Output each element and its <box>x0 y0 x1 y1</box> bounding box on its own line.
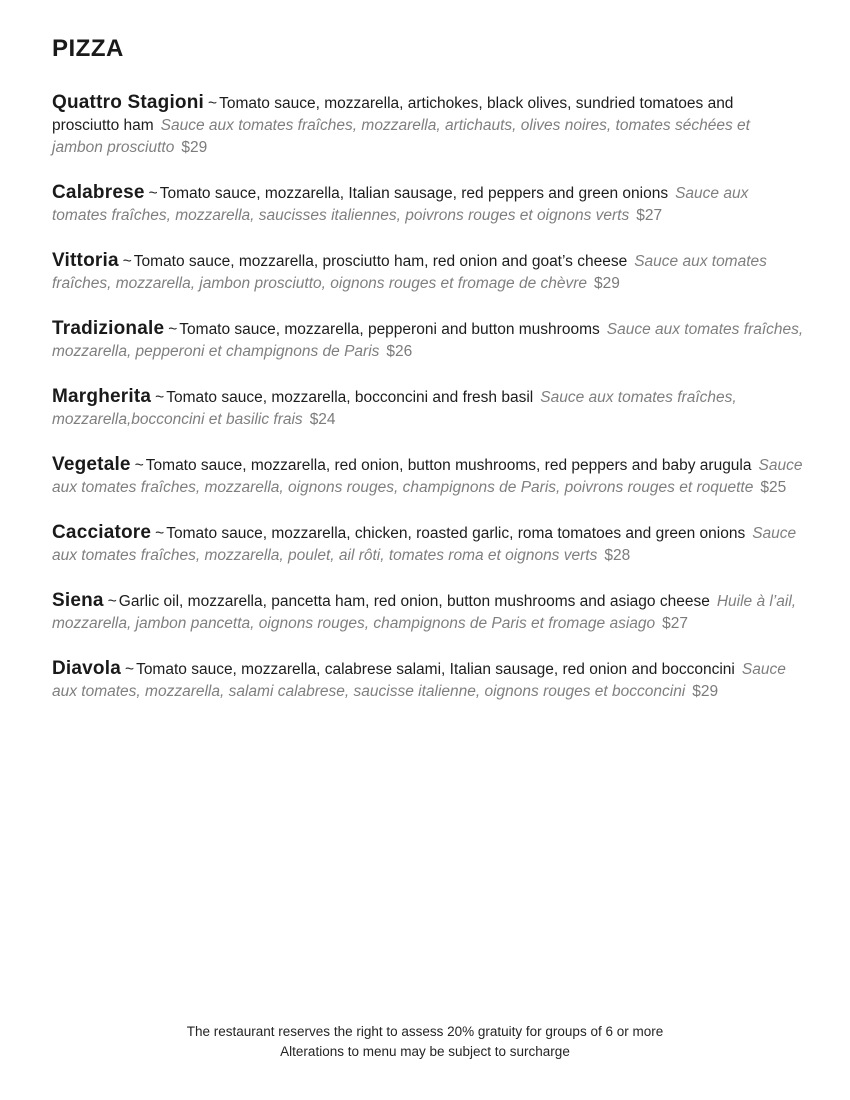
menu-item-price: $28 <box>604 547 631 564</box>
menu-item-tilde: ~ <box>107 593 117 610</box>
menu-item-name: Cacciatore <box>52 522 152 543</box>
menu-item-name: Siena <box>52 590 104 611</box>
menu-item-tilde: ~ <box>168 321 178 338</box>
menu-item <box>52 250 804 295</box>
menu-item-name: Quattro Stagioni <box>52 92 205 113</box>
menu-item-price: $29 <box>692 683 719 700</box>
menu-item <box>52 318 804 363</box>
menu-item-price: $27 <box>636 207 663 224</box>
menu-item-description-fr: Sauce aux tomates fraîches, mozzarella, oignons rouges, champignons de Paris, poivrons rouges et roquette <box>52 457 803 496</box>
menu-item-description-fr: Sauce aux tomates fraîches, mozzarella,bocconcini et basilic frais <box>52 389 737 428</box>
menu-item-list <box>52 92 804 703</box>
menu-item-description-en: Tomato sauce, mozzarella, chicken, roasted garlic, roma tomatoes and green onions <box>166 525 746 542</box>
menu-item-description-fr: Huile à l’ail, mozzarella, jambon pancetta, oignons rouges, champignons de Paris et fromage asiago <box>52 593 797 632</box>
menu-item-tilde: ~ <box>208 95 218 112</box>
menu-item-name: Margherita <box>52 386 152 407</box>
menu-item-description-fr: Sauce aux tomates fraîches, mozzarella, saucisses italiennes, poivrons rouges et oignons verts <box>52 185 749 224</box>
menu-item-tilde: ~ <box>125 661 135 678</box>
menu-item-description-en: Tomato sauce, mozzarella, prosciutto ham, red onion and goat’s cheese <box>133 253 628 270</box>
menu-item-price: $29 <box>594 275 620 292</box>
menu-item-description-en: Tomato sauce, mozzarella, calabrese salami, Italian sausage, red onion and bocconcini <box>136 661 735 678</box>
footer <box>0 1022 850 1062</box>
menu-item <box>52 522 804 567</box>
menu-item-tilde: ~ <box>155 525 165 542</box>
menu-item-description-fr: Sauce aux tomates fraîches, mozzarella, artichauts, olives noires, tomates séchées et jambon prosciutto <box>52 117 750 156</box>
footer-surcharge-notice: Alterations to menu may be subject to surcharge <box>280 1044 570 1059</box>
menu-item <box>52 454 804 499</box>
menu-item-description-fr: Sauce aux tomates fraîches, mozzarella, poulet, ail rôti, tomates roma et oignons verts <box>52 525 797 564</box>
menu-item <box>52 658 804 703</box>
menu-item <box>52 182 804 227</box>
menu-item-name: Diavola <box>52 658 121 679</box>
menu-item-description-en: Tomato sauce, mozzarella, red onion, button mushrooms, red peppers and baby arugula <box>145 457 752 474</box>
menu-item-description-fr: Sauce aux tomates, mozzarella, salami calabrese, saucisse italienne, oignons rouges et bocconcini <box>52 661 786 700</box>
menu-item-description-en: Tomato sauce, mozzarella, bocconcini and fresh basil <box>166 389 534 406</box>
menu-item-description-en: Garlic oil, mozzarella, pancetta ham, red onion, button mushrooms and asiago cheese <box>118 593 710 610</box>
menu-item-price: $26 <box>386 343 413 360</box>
menu-item-price: $29 <box>181 139 208 156</box>
menu-item-price: $24 <box>309 411 336 428</box>
menu-item-name: Vittoria <box>52 250 119 271</box>
menu-item-description-fr: Sauce aux tomates fraîches, mozzarella, pepperoni et champignons de Paris <box>52 321 804 360</box>
menu-item-name: Tradizionale <box>52 318 165 339</box>
page-title: PIZZA <box>52 35 124 62</box>
menu-item-price: $27 <box>662 615 689 632</box>
menu-item-description-fr: Sauce aux tomates fraîches, mozzarella, jambon prosciutto, oignons rouges et fromage de chèvre <box>52 253 767 292</box>
menu-item-price: $25 <box>760 479 787 496</box>
menu-item <box>52 386 804 431</box>
menu-item-description-en: Tomato sauce, mozzarella, Italian sausage, red peppers and green onions <box>159 185 669 202</box>
menu-item-tilde: ~ <box>122 253 132 270</box>
menu-item-description-en: Tomato sauce, mozzarella, artichokes, black olives, sundried tomatoes and prosciutto ham <box>52 95 734 134</box>
menu-item-description-en: Tomato sauce, mozzarella, pepperoni and button mushrooms <box>179 321 600 338</box>
menu-item <box>52 590 804 635</box>
menu-item <box>52 92 804 159</box>
menu-item-tilde: ~ <box>155 389 165 406</box>
menu-item-name: Calabrese <box>52 182 145 203</box>
menu-item-tilde: ~ <box>134 457 144 474</box>
footer-gratuity-notice: The restaurant reserves the right to assess 20% gratuity for groups of 6 or more <box>186 1024 664 1039</box>
menu-item-tilde: ~ <box>148 185 158 202</box>
menu-item-name: Vegetale <box>52 454 131 475</box>
